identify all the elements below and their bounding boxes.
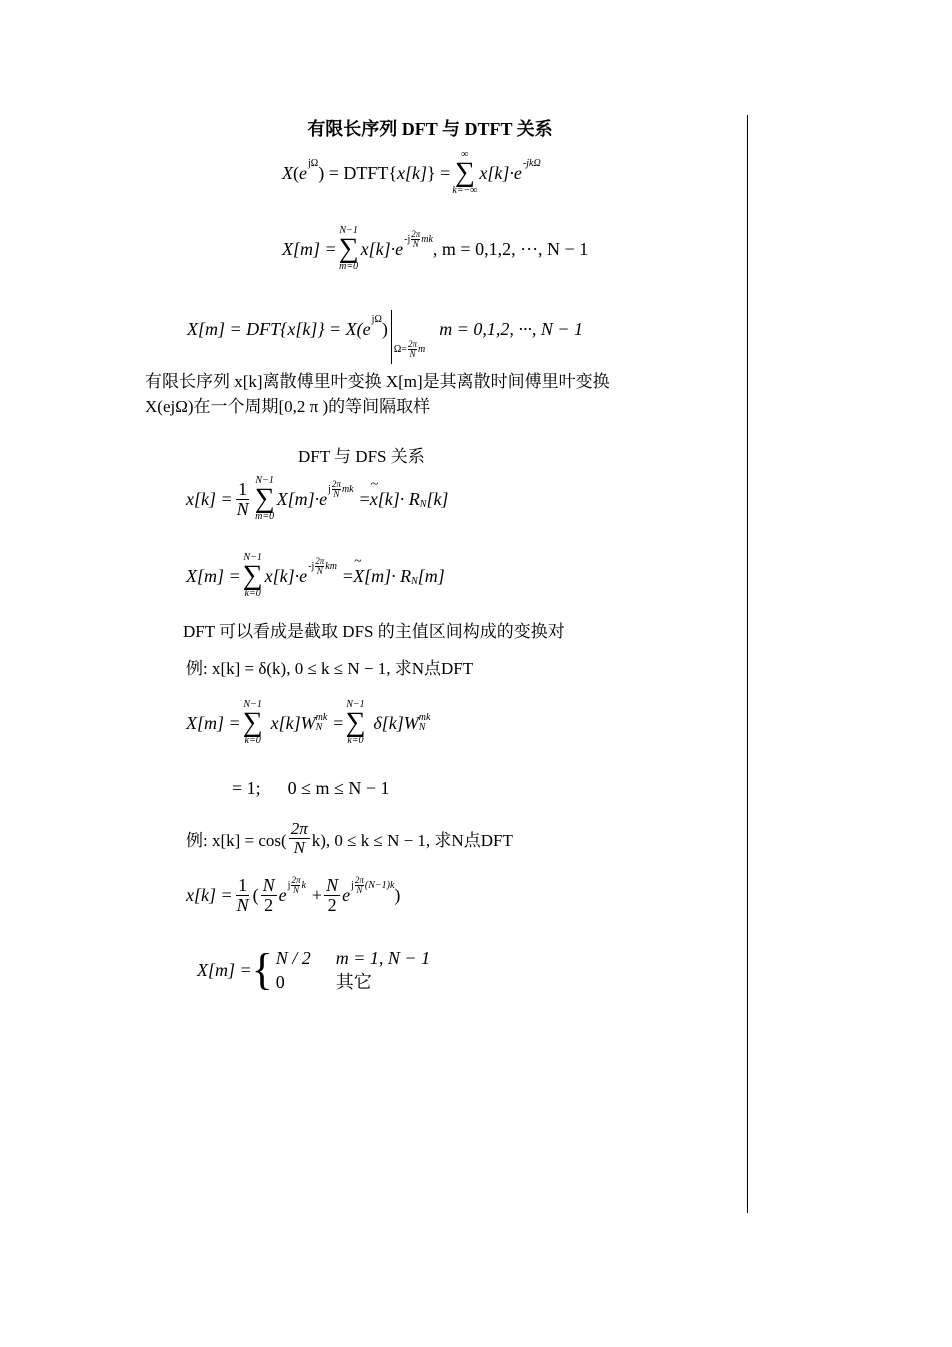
eq-symbol: e: [342, 884, 351, 905]
section-heading: DFT 与 DFS 关系: [298, 447, 425, 466]
exponent: [308, 557, 337, 576]
exp-prefix: j: [328, 483, 331, 495]
equation-example2-result: [197, 946, 430, 995]
fraction: [289, 820, 310, 857]
paragraph-line: 有限长序列 x[k]离散傅里叶变换 X[m]是其离散时间傅里叶变换: [145, 372, 610, 391]
eq-text: X[m]·: [276, 488, 320, 509]
case-row: [276, 946, 430, 970]
eq-text: [k]· R: [377, 488, 420, 509]
exp-prefix: j: [287, 879, 291, 891]
exponent: [351, 876, 394, 895]
fraction: [324, 876, 340, 915]
exp-num: 2π: [291, 874, 301, 885]
eq-text: x[k]W: [270, 712, 316, 733]
brace-symbol: {: [251, 945, 273, 995]
sigma-symbol: ∑: [254, 483, 275, 514]
sum-upper: N−1: [339, 225, 358, 236]
eq-text: =: [333, 712, 344, 733]
exponent: jΩ: [308, 157, 319, 169]
case-condition: 其它: [335, 972, 372, 993]
exponent: [328, 480, 353, 499]
eq-text: x[k] =: [186, 488, 233, 509]
frac-den: N: [293, 837, 305, 857]
fraction: [235, 480, 251, 519]
eq-symbol: e: [395, 238, 404, 259]
index-pair: [419, 713, 431, 733]
summation: [345, 700, 365, 746]
frac-num: N: [262, 875, 275, 895]
exp-fraction: [332, 480, 341, 499]
eq-text: 例: x[k] = cos(: [186, 830, 287, 850]
frac-num: 1: [238, 478, 248, 499]
eq-symbol: X: [282, 162, 293, 183]
case-value: N / 2: [275, 948, 311, 968]
summation: [452, 150, 477, 196]
fraction: [261, 876, 277, 915]
eq-text: =: [342, 565, 354, 586]
eq-text: ): [381, 318, 388, 339]
paragraph-line: DFT 可以看成是截取 DFS 的主值区间构成的变换对: [183, 622, 565, 641]
exp-den: N: [292, 884, 299, 895]
sigma-symbol: ∑: [242, 707, 263, 738]
page-title: 有限长序列 DFT 与 DTFT 关系: [307, 119, 553, 139]
sum-lower: m=0: [255, 511, 275, 522]
eq-text: +: [311, 884, 323, 905]
summation: [339, 226, 359, 272]
example-statement: 例: x[k] = δ(k), 0 ≤ k ≤ N − 1, 求N点DFT: [186, 659, 474, 678]
piecewise-cases: [276, 946, 430, 995]
exp-den: N: [412, 238, 419, 249]
case-condition: m = 1, N − 1: [335, 948, 431, 968]
equation-example2: [186, 876, 400, 915]
sum-lower: k=0: [244, 588, 261, 599]
paragraph-line: X(ejΩ)在一个周期[0,2 π )的等间隔取样: [145, 397, 431, 416]
eq-symbol: e: [513, 162, 522, 183]
vertical-rule: [747, 115, 748, 1213]
sigma-symbol: ∑: [345, 707, 366, 738]
exp-den: N: [316, 565, 323, 576]
frac-num: N: [326, 875, 339, 895]
evaluation-bar: [391, 310, 392, 364]
eq-symbol: e: [278, 884, 287, 905]
sigma-symbol: ∑: [242, 560, 263, 591]
frac-den: 2: [264, 894, 274, 915]
eq-text: x[k] =: [186, 884, 233, 905]
sum-lower: m=0: [339, 261, 359, 272]
eq-text: = 1; 0 ≤ m ≤ N − 1: [232, 778, 390, 798]
exp-suffix: (N−1)k: [364, 879, 395, 891]
exp-fraction: [315, 557, 324, 576]
equation-example1-result: [232, 778, 390, 799]
eq-text: X[m] =: [186, 565, 241, 586]
subscript: N: [411, 575, 418, 587]
eq-text: X[m] =: [282, 238, 337, 259]
exp-prefix: j: [351, 879, 354, 891]
sum-upper: N−1: [346, 699, 365, 710]
index-pair: [316, 713, 328, 733]
eq-text: [m]: [417, 565, 445, 586]
example2-statement: [186, 820, 513, 857]
eq-symbol: ~ x: [370, 489, 378, 510]
eq-text: x[k]·: [360, 238, 396, 259]
exp-num: 2π: [315, 555, 325, 566]
sum-lower: k=0: [244, 735, 261, 746]
exp-num: 2π: [354, 874, 364, 885]
exp-num: 2π: [411, 228, 421, 239]
superscript: mk: [315, 712, 328, 723]
eq-text: x[k]·: [264, 565, 300, 586]
case-value: 0: [275, 972, 285, 993]
sub-den: N: [409, 348, 416, 359]
exp-fraction: [411, 230, 420, 249]
case-row: [276, 970, 430, 994]
exp-prefix: -j: [404, 233, 411, 245]
eq-text: δ[k]W: [373, 712, 419, 733]
eq-symbol: e: [299, 162, 307, 183]
eq-text: [k]: [426, 488, 449, 509]
exp-suffix: mk: [341, 483, 354, 495]
eq-text: [m]· R: [364, 565, 412, 586]
sigma-symbol: ∑: [338, 233, 359, 264]
sum-upper: N−1: [255, 475, 274, 486]
eq-text: , m = 0,1,2, ···, N − 1: [432, 238, 589, 259]
sum-upper: ∞: [461, 149, 469, 160]
eq-text: } =: [427, 162, 451, 183]
sum-lower: k=−∞: [452, 185, 478, 196]
equation-dft-sampling: [187, 302, 584, 359]
exp-num: 2π: [331, 478, 341, 489]
eq-text: =: [359, 488, 370, 509]
sum-upper: N−1: [243, 552, 262, 563]
eq-text: ): [394, 884, 401, 905]
exponent: [404, 230, 433, 249]
sub-fraction: [408, 340, 417, 359]
subscript: N: [418, 722, 426, 733]
subscript: N: [315, 722, 323, 733]
eq-text: ) = DTFT{: [318, 162, 398, 183]
eq-text: X[m] =: [197, 959, 252, 980]
frac-den: N: [236, 498, 249, 519]
eq-text: x[k]·: [479, 162, 514, 183]
eq-symbol: e: [319, 488, 328, 509]
sum-upper: N−1: [243, 699, 262, 710]
eq-text: x[k]: [397, 162, 428, 183]
eq-symbol: e: [299, 565, 308, 586]
frac-num: 1: [238, 875, 248, 895]
summation: [255, 476, 275, 522]
eq-text: m = 0,1,2, ···, N − 1: [439, 318, 584, 339]
frac-den: N: [236, 894, 249, 915]
evaluation-subscript: [394, 340, 425, 359]
exp-suffix: mk: [421, 233, 433, 245]
exponent: jΩ: [371, 313, 382, 325]
frac-num: 2π: [290, 819, 308, 838]
subscript: N: [419, 498, 427, 510]
eq-symbol: ~ X: [353, 566, 364, 587]
exponent: [288, 876, 306, 895]
exponent: -jkΩ: [522, 157, 541, 169]
equation-dft-definition: [282, 226, 588, 272]
equation-idft: [186, 476, 448, 522]
exp-den: N: [333, 488, 340, 499]
superscript: mk: [418, 712, 431, 723]
summation: [243, 700, 263, 746]
exp-fraction: [355, 876, 364, 895]
fraction: [235, 876, 251, 915]
exp-prefix: -j: [308, 560, 315, 572]
sub-prefix: Ω=: [393, 343, 407, 355]
equation-dtft: X ( e jΩ ) = DTFT{ x[k] } = ∞ ∑ k=−∞ x[k]· e -jkΩ: [282, 149, 541, 196]
sigma-symbol: ∑: [454, 157, 475, 188]
eq-text: k), 0 ≤ k ≤ N − 1, 求N点DFT: [311, 830, 513, 850]
sub-num: 2π: [407, 338, 417, 349]
exp-suffix: km: [325, 560, 337, 572]
sum-lower: k=0: [347, 735, 364, 746]
frac-den: 2: [327, 894, 337, 915]
summation: [243, 553, 263, 599]
exp-den: N: [356, 884, 363, 895]
eq-text: (: [252, 884, 259, 905]
eq-text: X[m] = DFT{x[k]} = X(e: [187, 318, 371, 339]
exp-fraction: [291, 876, 300, 895]
equation-dft-dfs: [186, 553, 445, 599]
equation-example1: [186, 700, 430, 746]
exp-suffix: k: [301, 879, 306, 891]
eq-text: X[m] =: [186, 712, 241, 733]
sub-suffix: m: [417, 343, 426, 355]
